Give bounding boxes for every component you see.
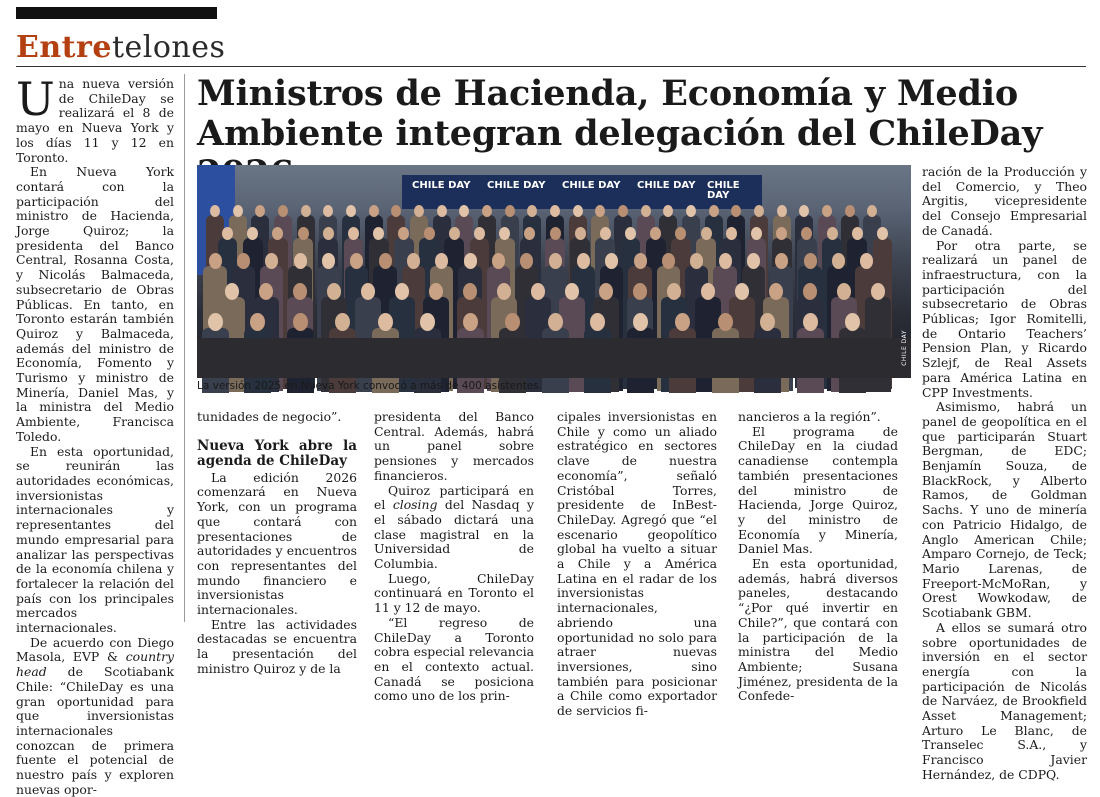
article-headline: Ministros de Hacienda, Economía y Medio Ambiente integran delegación del ChileDay [197, 73, 1043, 154]
paragraph: Luego, ChileDay continuará en Toronto el 11 y 12 de mayo. [374, 570, 534, 616]
photo-person-head [505, 205, 515, 217]
photo-person-head [379, 253, 392, 269]
photo-person-head [575, 227, 586, 240]
photo-person-head [463, 313, 478, 331]
paragraph: En esta oportunidad, además, habrá diversos paneles, destacando “¿Por qué invertir en Chile?”, que contará con la participación de la ministra del Medio Ambiente; Susana Jiménez, presidenta de la Confede- [738, 556, 898, 704]
photo-person-head [350, 253, 363, 269]
photo-person-head [474, 227, 485, 240]
photo-person-head [497, 283, 511, 300]
photo-person-head [573, 205, 583, 217]
photo-person-head [335, 313, 350, 331]
photo-person-head [369, 205, 379, 217]
photo-person-head [641, 205, 651, 217]
photo-person-head [777, 205, 787, 217]
paragraph: nancieros a la región”. [738, 409, 881, 424]
photo-person-head [701, 227, 712, 240]
photo-person-head [775, 253, 788, 269]
photo-person-head [482, 205, 492, 217]
photo-person-head [492, 253, 505, 269]
drop-cap: U [16, 72, 55, 126]
column-divider [184, 74, 185, 622]
photo-person-head [718, 313, 733, 331]
photo-person-head [605, 253, 618, 269]
photo-person-head [293, 283, 307, 300]
photo-person-head [877, 227, 888, 240]
photo-person-head [618, 205, 628, 217]
photo-person-head [871, 283, 885, 300]
paragraph: Entre las actividades destacadas se encuentra la presentación del ministro Quiroz y de la [197, 616, 357, 676]
photo-person-head [803, 283, 817, 300]
section-title [16, 30, 225, 66]
article-column-4 [557, 409, 717, 719]
photo-person-head [845, 205, 855, 217]
photo-person-head [259, 283, 273, 300]
photo-person-head [860, 253, 873, 269]
photo-person-head [845, 313, 860, 331]
article-column-3 [374, 409, 535, 704]
paragraph: El programa de ChileDay en la ciudad canadiense contempla también presentaciones del ministro de Hacienda, Jorge Quiroz, y del ministro de Economía y Minería, Daniel Mas. [738, 423, 898, 557]
photo-person-head [751, 227, 762, 240]
photo-person-head [361, 283, 375, 300]
photo-person-head [747, 253, 760, 269]
photo-person-head [634, 253, 647, 269]
photo-person-head [395, 283, 409, 300]
photo-person-head [590, 313, 605, 331]
paragraph: Asimismo, habrá un panel de geopolítica en el que participarán Stuart Bergman, de EDC; Benjamín Souza, de BlackRock, y Alberto Ramos, de Goldman Sachs. Y uno de minería con Patricio Hidalgo, de Anglo American Chile; Amparo Cornejo, de Teck; Mario Larenas, de Freeport-McMoRan, y Orest Wowkodaw, de Scotiabank GBM. [922, 399, 1087, 621]
photo-person-head [346, 205, 356, 217]
photo-person-head [852, 227, 863, 240]
photo-person-head [233, 205, 243, 217]
photo-credit: CHILE DAY [901, 330, 908, 366]
photo-person-head [278, 205, 288, 217]
photo-person-head [294, 253, 307, 269]
photo-person-head [633, 283, 647, 300]
paragraph: La edición 2026 comenzará en Nueva York, con un programa que contará con presentaciones de autoridades y encuentros con representantes del mundo financiero e inversionistas internacionales. [197, 469, 357, 618]
photo-person-head [667, 283, 681, 300]
photo-person-head [803, 313, 818, 331]
photo-person-head [832, 253, 845, 269]
article-column-1 [16, 72, 174, 797]
photo-person-head [414, 205, 424, 217]
section-divider [16, 66, 1086, 67]
section-title-rest: telones [111, 30, 226, 65]
paragraph: Quiroz participará en el closing del Nasdaq y el sábado dictará una clase magistral en la Universidad de Columbia. [374, 482, 535, 572]
photo-person-head [754, 205, 764, 217]
photo-backdrop-banner: CHILE DAY CHILE DAY CHILE DAY CHILE DAY CHILE DAY [402, 175, 762, 209]
photo-person-head [520, 253, 533, 269]
photo-person-head [378, 313, 393, 331]
lead-paragraph: Una nueva versión de ChileDay se realizará el 8 de mayo en Nueva York y los días 11 y 12 en Toronto. [16, 72, 174, 165]
photo-person-head [827, 227, 838, 240]
photo-person-head [449, 227, 460, 240]
photo-person-head [322, 253, 335, 269]
photo-person-head [709, 205, 719, 217]
photo-person-head [225, 283, 239, 300]
section-title-accent: Entre [16, 30, 112, 65]
paragraph: Por otra parte, se realizará un panel de infraestructura, con la participación del subsecretario de Obras Públicas; Igor Romitelli, de Ontario Teachers’ Pension Plan, y Ricardo Szlejf, de Real Assets para América Latina en CPP Investments. [922, 237, 1087, 400]
paragraph: “El regreso de ChileDay a Toronto cobra especial relevancia en el contexto actual. Canadá se posiciona como uno de los prin- [374, 614, 534, 704]
photo-person-head [505, 313, 520, 331]
photo-floor [197, 338, 911, 378]
photo-person-head [577, 253, 590, 269]
photo-person-head [686, 205, 696, 217]
paragraph: ración de la Producción y del Comercio, y Theo Argitis, vicepresidente del Consejo Empresarial de Canadá. [922, 164, 1087, 238]
article-column-5 [738, 409, 898, 704]
paragraph: tunidades de negocio”. [197, 409, 342, 424]
photo-person-head [719, 253, 732, 269]
photo-person-head [298, 227, 309, 240]
photo-person-head [760, 313, 775, 331]
photo-person-head [726, 227, 737, 240]
top-black-bar [16, 7, 217, 19]
paragraph: presidenta del Banco Central. Además, habrá un panel sobre pensiones y mercados financieros. [374, 409, 534, 483]
photo-person-head [531, 283, 545, 300]
photo-person-head [548, 313, 563, 331]
photo-person-head [633, 313, 648, 331]
photo-person-head [565, 283, 579, 300]
photo-person-head [675, 313, 690, 331]
photo-person-head [464, 253, 477, 269]
photo-person-head [424, 227, 435, 240]
photo-person-head [837, 283, 851, 300]
photo-person-head [407, 253, 420, 269]
photo-person-head [701, 283, 715, 300]
photo-person-head [463, 283, 477, 300]
photo-person-head [804, 253, 817, 269]
paragraph: De acuerdo con Diego Masola, EVP & country head de Scotiabank Chile: “ChileDay es una gran oportunidad para que inversionistas internacionales conozcan de primera fuente el potencial de nuestro país y exploren nuevas opor- [16, 634, 174, 797]
photo-person-head [549, 253, 562, 269]
photo-person-head [208, 313, 223, 331]
photo-person-head [735, 283, 749, 300]
photo-person-head [435, 253, 448, 269]
photo-person-head [822, 205, 832, 217]
photo-person-head [690, 253, 703, 269]
paragraph: cipales inversionistas en Chile y como un aliado estratégico en sectores clave de nuestra economía”, señaló Cristóbal Torres, presidente de InBest-ChileDay. Agregó que “el escenario geopolítico global ha vuelto a situar a Chile y a América Latina en el radar de los inversionistas internacionales, abriendo una oportunidad no solo para atraer nuevas inversiones, sino también para posicionar a Chile como exportador de servicios fi- [557, 409, 717, 719]
photo-person-head [420, 313, 435, 331]
paragraph: A ellos se sumará otro sobre oportunidades de inversión en el sector energía con la participación de Nicolás de Narváez, de Brookfield Asset Management; Arturo Le Blanc, de Transelec S.A., y Francisco Javier Hernández, de CDPQ. [922, 619, 1087, 782]
photo-person-head [327, 283, 341, 300]
photo-person-head [429, 283, 443, 300]
article-subheading: Nueva York abre la agenda de ChileDay [197, 437, 357, 469]
photo-person-head [237, 253, 250, 269]
photo-person-head [323, 227, 334, 240]
photo-person-head [250, 313, 265, 331]
photo-person-head [769, 283, 783, 300]
photo-person-head [662, 253, 675, 269]
article-column-2 [197, 409, 357, 676]
photo-person-head [599, 283, 613, 300]
photo-person-head [301, 205, 311, 217]
photo-person-head [550, 205, 560, 217]
paragraph: En Nueva York contará con la participación del ministro de Hacienda, Jorge Quiroz; la presidenta del Banco Central, Rosanna Costa, y Nicolás Balmaceda, subsecretario de Obras Públicas. En tanto, en Toronto estarán también Quiroz y Balmaceda, además del ministro de Economía, Fomento y Turismo y ministro de Minería, Daniel Mas, y la ministra del Medio Ambiente, Francisca Toledo. [16, 164, 174, 444]
photo-person-head [550, 227, 561, 240]
photo-person-head [265, 253, 278, 269]
photo-person-head [437, 205, 447, 217]
photo-person-head [210, 205, 220, 217]
paragraph: En esta oportunidad, se reunirán las autoridades económicas, inversionistas internacionales y representantes del mundo empresarial para analizar las perspectivas de la economía chilena y fortalecer la relación del país con los principales mercados internacionales. [16, 443, 174, 636]
event-photo [197, 165, 911, 378]
photo-person-head [600, 227, 611, 240]
photo-person-head [209, 253, 222, 269]
photo-person-head [293, 313, 308, 331]
photo-caption: La versión 2025 en Nueva York convocó a más de 400 asistentes. [197, 380, 543, 392]
article-column-6 [922, 164, 1087, 782]
